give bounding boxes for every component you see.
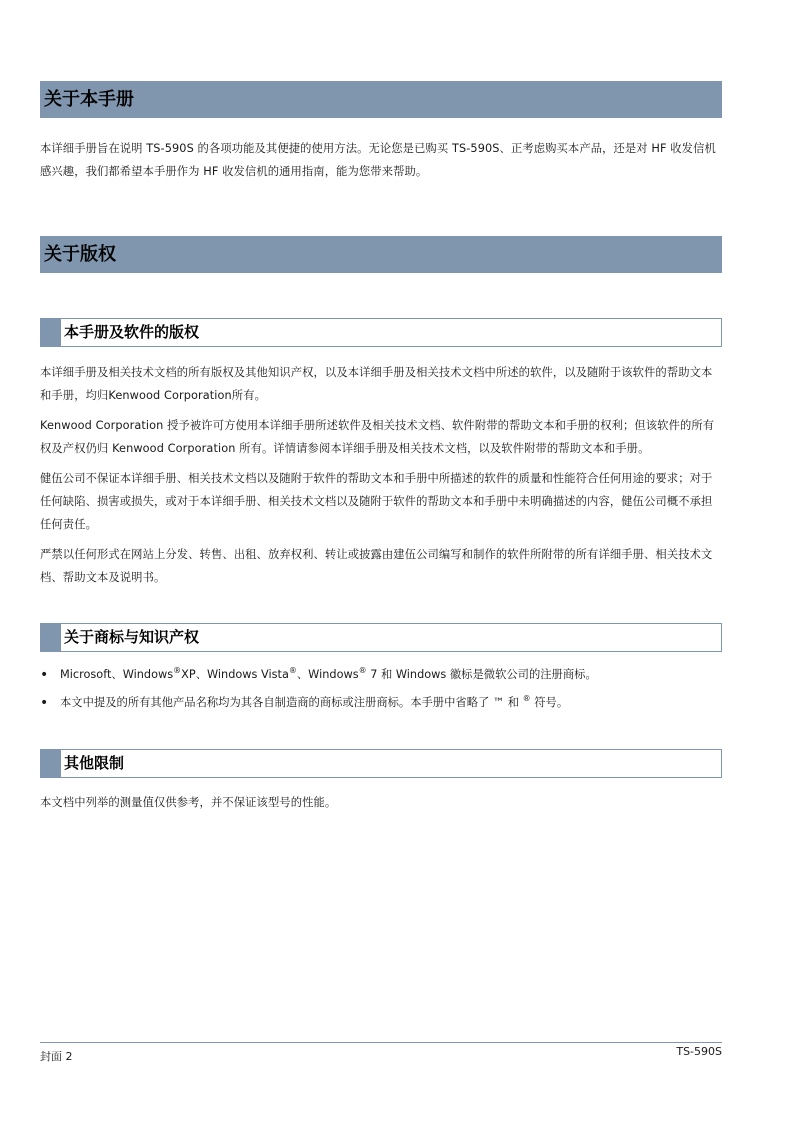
subsection-heading-other-limits xyxy=(40,749,722,778)
heading-accent-bar xyxy=(41,319,61,346)
bullet-icon: • xyxy=(40,695,49,711)
copyright-paragraph-1: 本详细手册及相关技术文档的所有版权及其他知识产权，以及本详细手册及相关技术文档中所述的软件，以及随附于该软件的帮助文本和手册，均归Kenwood Corporation所有。 xyxy=(40,366,713,402)
subsection-title: 其他限制 xyxy=(64,754,125,772)
subsection-heading-trademarks xyxy=(40,623,722,652)
footer-divider xyxy=(40,1042,722,1043)
copyright-paragraph-2: Kenwood Corporation 授予被许可方使用本详细手册所述软件及相关技术文档、软件附带的帮助文本和手册的权利；但该软件的所有权及产权仍归 Kenwood Corporation 所有。详情请参阅本详细手册及相关技术文档，以及软件附带的帮助文本和手册。 xyxy=(40,419,715,455)
heading-accent-bar xyxy=(41,750,61,777)
copyright-paragraph-4: 严禁以任何形式在网站上分发、转售、出租、放弃权利、转让或披露由建伍公司编写和制作的软件所附带的所有详细手册、相关技术文档、帮助文本及说明书。 xyxy=(40,548,713,584)
about-manual-paragraph: 本详细手册旨在说明 TS-590S 的各项功能及其便捷的使用方法。无论您是已购买 TS-590S、正考虑购买本产品，还是对 HF 收发信机感兴趣，我们都希望本手册作为 HF 收发信机的通用指南，能为您带来帮助。 xyxy=(40,142,716,178)
section-heading-copyright: 关于版权 xyxy=(40,236,722,273)
section-heading-about-manual: 关于本手册 xyxy=(40,81,722,118)
other-limits-paragraph: 本文档中列举的测量值仅供参考，并不保证该型号的性能。 xyxy=(40,796,337,809)
footer-page-label: 封面 2 xyxy=(40,1050,73,1063)
subsection-title: 关于商标与知识产权 xyxy=(64,628,200,646)
footer-model-label: TS-590S xyxy=(676,1045,722,1058)
bullet-text: 本文中提及的所有其他产品名称均为其各自制造商的商标或注册商标。本手册中省略了 ™ 和 ® 符号。 xyxy=(60,694,569,709)
heading-accent-bar xyxy=(41,624,61,651)
bullet-text: Microsoft、Windows®XP、Windows Vista®、Windows® 7 和 Windows 徽标是微软公司的注册商标。 xyxy=(60,666,597,681)
subsection-title: 本手册及软件的版权 xyxy=(64,323,200,341)
bullet-icon: • xyxy=(40,667,49,683)
copyright-paragraph-3: 健伍公司不保证本详细手册、相关技术文档以及随附于软件的帮助文本和手册中所描述的软件的质量和性能符合任何用途的要求；对于任何缺陷、损害或损失，或对于本详细手册、相关技术文档以及随附于软件的帮助文本和手册中未明确描述的内容，健伍公司概不承担任何责任。 xyxy=(40,472,713,531)
subsection-heading-manual-software-copyright xyxy=(40,318,722,347)
